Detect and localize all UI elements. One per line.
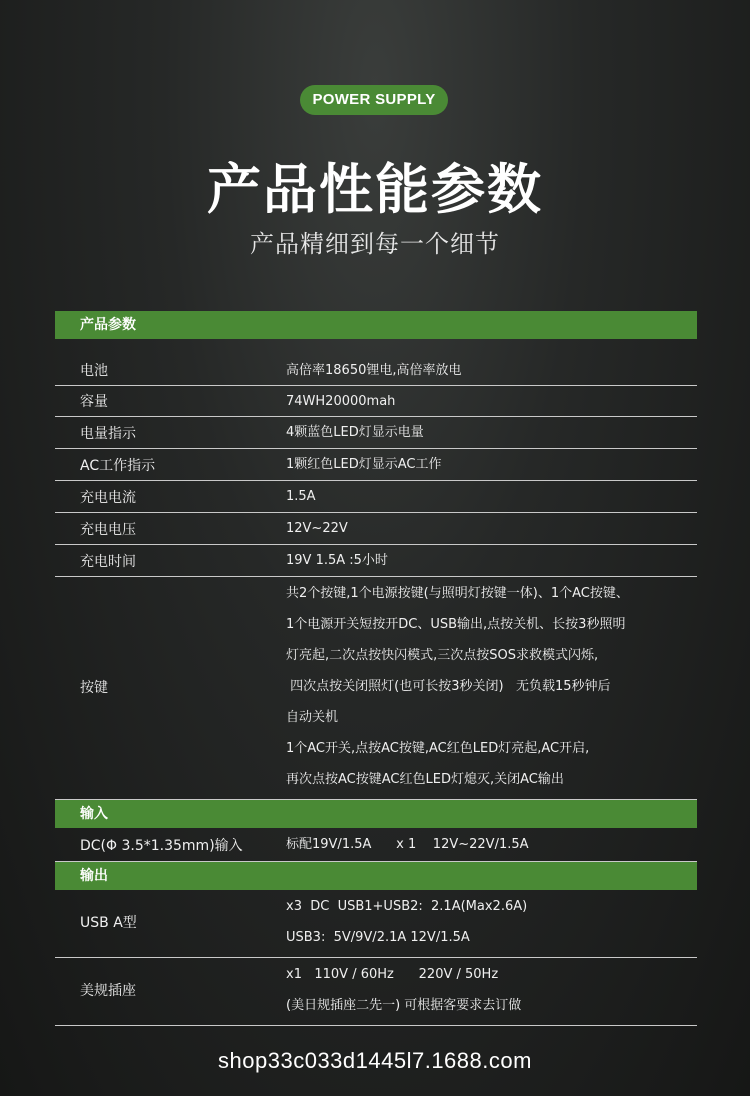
table-row-usb-a: [55, 890, 697, 958]
row-value-line: (美日规插座二先一) 可根据客要求去订做: [286, 998, 522, 1013]
row-value-line: 1颗红色LED灯显示AC工作: [286, 457, 442, 472]
row-key: 充电电流: [80, 489, 136, 506]
row-key: 按键: [80, 679, 108, 696]
spec-table: [55, 311, 697, 1026]
row-key: 电池: [80, 363, 108, 379]
row-value-line: 灯亮起,二次点按快闪模式,三次点按SOS求救模式闪烁,: [286, 648, 599, 663]
row-key: 充电电压: [80, 521, 136, 538]
row-value-line: x1 110V / 60Hz 220V / 50Hz: [286, 967, 499, 982]
row-value: [286, 828, 697, 861]
row-value-line: 高倍率18650锂电,高倍率放电: [286, 362, 462, 378]
table-row-charge-current: [55, 481, 697, 513]
row-value-line: 12V~22V: [286, 521, 348, 536]
table-row-charge-voltage: [55, 513, 697, 545]
section-heading-input: 输入: [55, 800, 697, 828]
row-key: 美规插座: [80, 983, 136, 999]
shop-watermark: shop33c033d1445l7.1688.com: [218, 1048, 532, 1073]
row-value: [286, 386, 697, 416]
row-value: [286, 513, 697, 544]
row-value-line: 4颗蓝色LED灯显示电量: [286, 425, 424, 440]
page-title: 产品性能参数: [207, 158, 543, 221]
row-value: [286, 891, 697, 953]
row-value: [286, 417, 697, 448]
row-key: 电量指示: [80, 425, 136, 442]
row-value: [286, 355, 697, 385]
row-key: DC(Φ 3.5*1.35mm)输入: [80, 837, 243, 854]
row-value-line: 1.5A: [286, 489, 316, 504]
row-key: USB A型: [80, 915, 137, 931]
section-spacer: [55, 339, 697, 355]
row-value: [286, 545, 697, 576]
row-value-line: 1个AC开关,点按AC按键,AC红色LED灯亮起,AC开启,: [286, 741, 590, 756]
row-value: [286, 578, 697, 795]
row-value-line: 共2个按键,1个电源按键(与照明灯按键一体)、1个AC按键、: [286, 586, 629, 601]
row-value-line: 74WH20000mah: [286, 393, 396, 409]
table-row-buttons: [55, 577, 697, 800]
row-value: [286, 481, 697, 512]
table-row-ac-indicator: [55, 449, 697, 481]
table-row-power-indicator: [55, 417, 697, 449]
row-value-line: x3 DC USB1+USB2: 2.1A(Max2.6A): [286, 899, 528, 914]
row-value: [286, 449, 697, 480]
table-row-us-socket: [55, 958, 697, 1026]
table-row-battery: [55, 355, 697, 386]
table-row-charge-time: [55, 545, 697, 577]
row-value-line: 标配19V/1.5A x 1 12V~22V/1.5A: [286, 837, 529, 852]
row-key: AC工作指示: [80, 457, 156, 474]
row-key: 容量: [80, 394, 108, 410]
section-heading-params: 产品参数: [55, 311, 697, 339]
row-value-line: 自动关机: [286, 710, 339, 725]
row-value-line: 19V 1.5A :5小时: [286, 553, 388, 568]
row-key: 充电时间: [80, 553, 136, 570]
row-value-line: 1个电源开关短按开DC、USB输出,点按关机、长按3秒照明: [286, 617, 626, 632]
power-supply-badge: POWER SUPPLY: [300, 85, 448, 115]
row-value-line: USB3: 5V/9V/2.1A 12V/1.5A: [286, 930, 470, 945]
table-row-dc-input: [55, 828, 697, 862]
row-value-line: 再次点按AC按键AC红色LED灯熄灭,关闭AC输出: [286, 772, 564, 787]
section-heading-output: 输出: [55, 862, 697, 890]
table-row-capacity: [55, 386, 697, 417]
page-subtitle: 产品精细到每一个细节: [250, 230, 500, 258]
row-value-line: 四次点按关闭照灯(也可长按3秒关闭) 无负载15秒钟后: [286, 679, 611, 694]
row-value: [286, 959, 697, 1021]
